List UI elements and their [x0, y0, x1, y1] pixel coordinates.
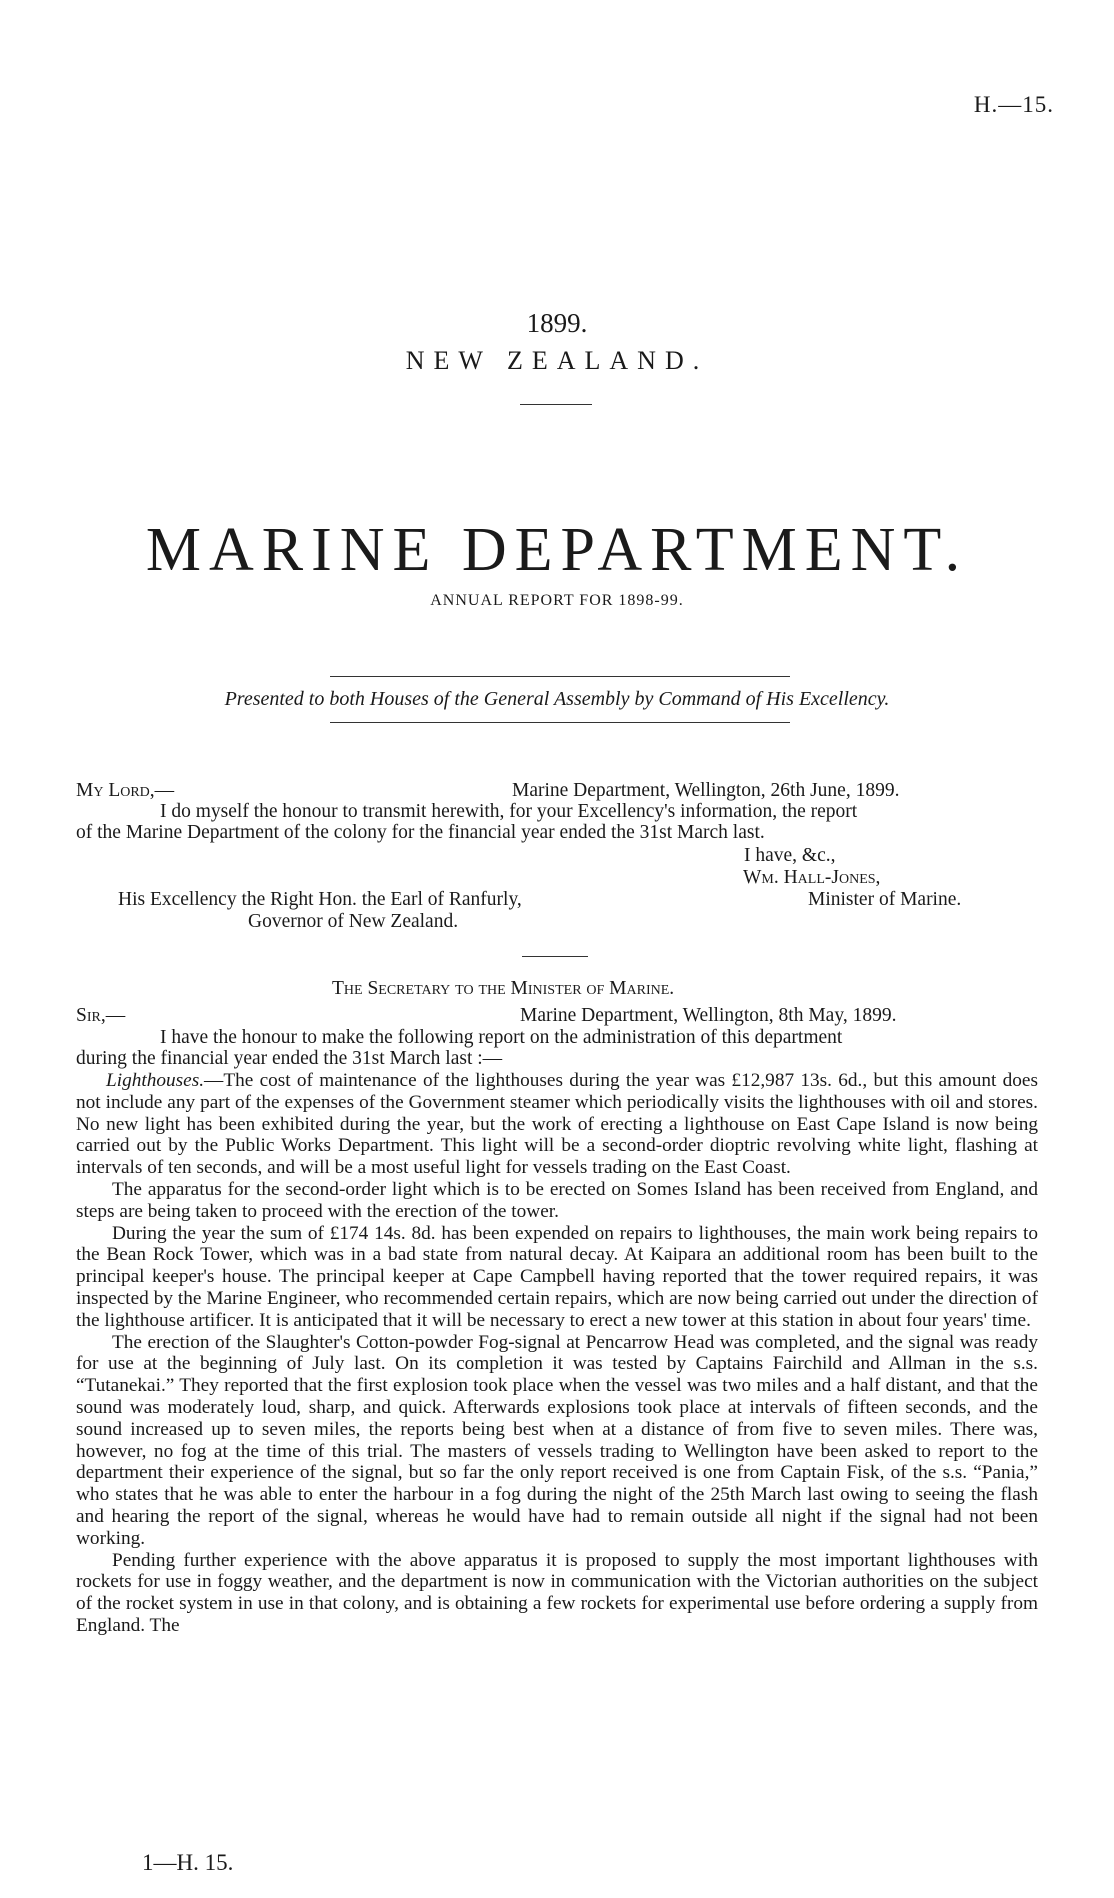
divider-rule — [330, 676, 790, 677]
report-paragraph: The apparatus for the second-order light which is to be erected on Somes Island has been received from England, and steps are being taken to proceed with the erection of the tower. — [76, 1178, 1038, 1222]
page-footer-reference: 1—H. 15. — [142, 1850, 234, 1875]
letter1-place-date: Marine Department, Wellington, 26th June, 1899. — [512, 780, 900, 801]
letter2-line1: I have the honour to make the following report on the administration of this department — [160, 1027, 843, 1048]
document-title: MARINE DEPARTMENT. — [145, 516, 969, 584]
lighthouses-text: —The cost of maintenance of the lighthouses during the year was £12,987 13s. 6d., but this amount does not include any part of the expenses of the Government steamer which periodically visits the lighthouses with oil and stores. No new light has been exhibited during the year, but the work of erecting a lighthouse on East Cape Island is now being carried out by the Public Works Department. This light will be a second-order dioptric revolving white light, flashing at intervals of ten seconds, and will be a most useful light for vessels trading on the East Coast. — [76, 1070, 1038, 1179]
letter1-addressee: His Excellency the Right Hon. the Earl of Ranfurly, — [118, 889, 522, 910]
letter1-addressee-title: Governor of New Zealand. — [248, 911, 459, 932]
lighthouses-label: Lighthouses. — [106, 1070, 205, 1091]
divider-rule — [520, 404, 592, 405]
letter2-place-date: Marine Department, Wellington, 8th May, 1899. — [520, 1005, 897, 1026]
page-reference: H.—15. — [973, 92, 1054, 117]
letter1-salutation: My Lord,— — [76, 780, 175, 801]
letter2-line2: during the financial year ended the 31st March last :— — [76, 1048, 503, 1069]
letter1-closing: I have, &c., — [744, 845, 836, 866]
letter1-signatory: Wm. Hall-Jones, — [743, 867, 881, 888]
letter1-line1: I do myself the honour to transmit herewith, for your Excellency's information, the report — [160, 801, 858, 822]
divider-rule — [330, 722, 790, 723]
divider-rule — [522, 956, 588, 957]
report-body — [76, 1070, 1038, 1637]
report-year: 1899. — [526, 308, 588, 338]
report-paragraph-lighthouses — [76, 1070, 1038, 1179]
letter1-signatory-title: Minister of Marine. — [808, 889, 962, 910]
letter1-line2: of the Marine Department of the colony for the financial year ended the 31st March last. — [76, 822, 765, 843]
letter2-heading: The Secretary to the Minister of Marine. — [332, 978, 675, 999]
report-paragraph: Pending further experience with the above apparatus it is proposed to supply the most important lighthouses with rockets for use in foggy weather, and the department is now in communication with the Victorian authorities on the subject of the rocket system in use in that colony, and is obtaining a few rockets for experimental use before ordering a supply from England. The — [76, 1549, 1038, 1636]
report-paragraph: During the year the sum of £174 14s. 8d. has been expended on repairs to lighthouses, the main work being repairs to the Bean Rock Tower, which was in a bad state from natural decay. At Kaipara an additional room has been built to the principal keeper's house. The principal keeper at Cape Campbell having reported that the tower required repairs, it was inspected by the Marine Engineer, who recommended certain repairs, which are now being carried out under the direction of the lighthouse artificer. It is anticipated that it will be necessary to erect a new tower at this station in about four years' time. — [76, 1222, 1038, 1331]
presented-line: Presented to both Houses of the General Assembly by Command of His Excellency. — [224, 688, 890, 710]
report-paragraph: The erection of the Slaughter's Cotton-powder Fog-signal at Pencarrow Head was completed, and the signal was ready for use at the beginning of July last. On its completion it was tested by Captains Fairchild and Allman in the s.s. “Tutanekai.” They reported that the first explosion took place when the vessel was two miles and a half distant, and that the sound was moderately loud, sharp, and quick. Afterwards explosions took place at intervals of fifteen seconds, and the sound increased up to seven miles, the reports being best when at a distance of from five to seven miles. There was, however, no fog at the time of this trial. The masters of vessels trading to Wellington have been asked to report to the department their experience of the signal, but so far the only report received is one from Captain Fisk, of the s.s. “Pania,” who states that he was able to enter the harbour in a fog during the night of the 25th March last owing to seeing the flash and hearing the report of the signal, whereas he would have had to remain outside all night if the signal had not been working. — [76, 1331, 1038, 1549]
country-heading: NEW ZEALAND. — [405, 346, 709, 375]
letter2-salutation: Sir,— — [76, 1005, 126, 1026]
document-subtitle: ANNUAL REPORT FOR 1898-99. — [430, 592, 684, 609]
